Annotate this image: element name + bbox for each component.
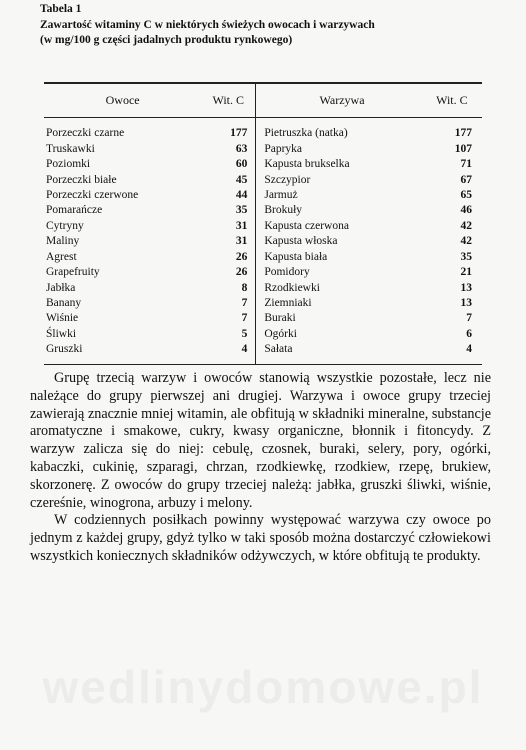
fruit-vitc-cell: 31 [200,219,256,234]
vegetable-vitc-cell: 67 [460,173,472,186]
vegetable-vitc-cell: 13 [460,297,472,310]
vitamin-c-table [44,82,482,365]
vegetable-vitc-cell: 107 [454,142,472,155]
fruit-name-cell: Cytryny [46,219,84,232]
table-row [44,188,482,203]
fruit-name-cell: Wiśnie [46,312,79,325]
fruit-vitc-cell: 5 [200,327,256,342]
table-row [44,327,482,342]
header-vitc-vegetables: Wit. C [421,83,482,118]
table-row [44,141,482,156]
vegetable-vitc-cell: 6 [466,327,472,340]
vegetable-vitc-cell: 42 [460,235,472,248]
table-title: Zawartość witaminy C w niektórych świeżych owocach i warzywach [40,18,375,31]
paragraph-2: W codziennych posiłkach powinny występować warzywa czy owoce po jednym z każdej grupy, gdyż tylko w taki sposób można dostarczyć człowiekowi wszystkich koniecznych składników odżywczych, w które obfitują te produkty. [30,512,491,564]
fruit-name-cell: Agrest [46,250,77,263]
vegetable-name-cell: Buraki [256,311,421,326]
header-vegetables: Warzywa [256,83,421,118]
fruit-vitc-cell: 7 [200,311,256,326]
fruit-name-cell: Porzeczki czarne [46,127,125,140]
fruit-name-cell: Pomarańcze [46,204,103,217]
table-label: Tabela 1 [40,3,82,15]
vegetable-vitc-cell: 46 [460,204,472,217]
vegetable-name-cell: Kapusta włoska [256,234,421,249]
table-header-row [44,83,482,118]
fruit-name-cell: Grapefruity [46,266,100,279]
fruit-vitc-cell: 177 [200,118,256,142]
vegetable-vitc-cell: 71 [460,158,472,171]
table-row [44,311,482,326]
table-row [44,250,482,265]
fruit-vitc-cell: 44 [200,188,256,203]
vegetable-vitc-cell: 13 [460,281,472,294]
table-row [44,234,482,249]
fruit-vitc-cell: 60 [200,157,256,172]
vegetable-name-cell: Jarmuż [256,188,421,203]
vegetable-name-cell: Pomidory [256,265,421,280]
vegetable-name-cell: Ziemniaki [256,296,421,311]
fruit-vitc-cell: 4 [200,342,256,364]
vegetable-name-cell: Pietruszka (natka) [256,118,421,142]
fruit-name-cell: Gruszki [44,342,200,364]
fruit-name-cell: Porzeczki czerwone [46,188,139,201]
vegetable-name-cell: Kapusta brukselka [256,157,421,172]
vegetable-name-cell: Kapusta biała [256,250,421,265]
vegetable-vitc-cell: 4 [421,342,482,364]
vegetable-name-cell: Rzodkiewki [256,280,421,295]
table-row [44,280,482,295]
table-row [44,296,482,311]
table-caption [40,2,375,49]
table-subtitle: (w mg/100 g części jadalnych produktu rynkowego) [40,34,293,46]
vegetable-vitc-cell: 35 [460,250,472,263]
table-row [44,342,482,364]
body-text [30,370,491,566]
fruit-name-cell: Banany [46,297,82,310]
fruit-vitc-cell: 26 [200,265,256,280]
vegetable-vitc-cell: 7 [466,312,472,325]
vegetable-name-cell: Sałata [256,342,421,364]
vegetable-name-cell: Kapusta czerwona [256,219,421,234]
header-fruits: Owoce [44,83,200,118]
vegetable-name-cell: Szczypior [256,172,421,187]
table-row [44,172,482,187]
header-vitc-fruits: Wit. C [200,83,256,118]
vegetable-vitc-cell: 21 [460,266,472,279]
table-body [44,118,482,365]
fruit-name-cell: Truskawki [46,142,95,155]
vegetable-vitc-cell: 177 [454,127,472,140]
table-row [44,265,482,280]
fruit-name-cell: Poziomki [46,158,91,171]
fruit-vitc-cell: 63 [200,141,256,156]
vegetable-vitc-cell: 65 [460,188,472,201]
table-row [44,118,482,142]
vegetable-name-cell: Ogórki [256,327,421,342]
fruit-vitc-cell: 26 [200,250,256,265]
fruit-vitc-cell: 8 [200,280,256,295]
fruit-name-cell: Porzeczki białe [46,173,117,186]
fruit-vitc-cell: 31 [200,234,256,249]
watermark: wedlinydomowe.pl [42,661,484,713]
table-row [44,157,482,172]
table-row [44,219,482,234]
vegetable-name-cell: Brokuły [256,203,421,218]
table-row [44,203,482,218]
paragraph-1: Grupę trzecią warzyw i owoców stanowią wszystkie pozostałe, lecz nie należące do grupy pierwszej ani drugiej. Warzywa i owoce grupy trzeciej zawierają znacznie mniej witamin, ale obfitują w składniki mineralne, substancje aromatyczne i smakowe, cukry, kwasy organiczne, błonnik i fitoncydy. Z warzyw zalicza się do niej: cebulę, czosnek, buraki, selery, pory, ogórki, kabaczki, cukinię, szparagi, chrzan, rzodkiewkę, rzodkiew, rzepę, brukiew, skorzonerę. Z owoców do grupy trzeciej należą: jabłka, gruszki śliwki, wiśnie, czereśnie, winogrona, arbuzy i melony. [30,370,491,511]
fruit-vitc-cell: 45 [200,172,256,187]
fruit-name-cell: Maliny [46,235,80,248]
fruit-vitc-cell: 35 [200,203,256,218]
vegetable-name-cell: Papryka [256,141,421,156]
vegetable-vitc-cell: 42 [460,219,472,232]
fruit-name-cell: Śliwki [46,327,77,340]
fruit-name-cell: Jabłka [46,281,76,294]
fruit-vitc-cell: 7 [200,296,256,311]
